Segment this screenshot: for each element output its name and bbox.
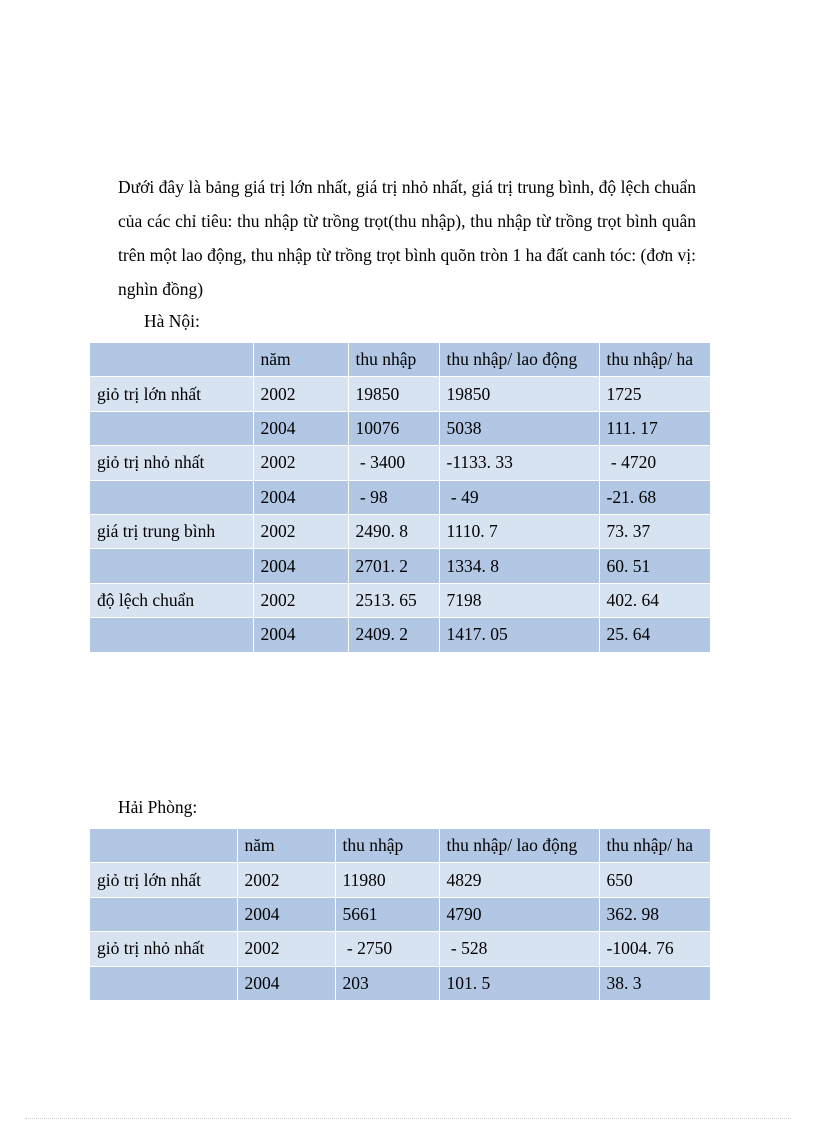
table-header-row [90,829,710,863]
table-cell: 2701. 2 [348,549,439,583]
table-cell: 1334. 8 [439,549,599,583]
intro-line: chuẩn của các chỉ tiêu: thu nhập từ trồng trọt(thu nhập), thu nhập từ trồng [118,177,696,231]
table-row [90,932,710,966]
table-cell [90,618,253,652]
table-row [90,897,710,931]
table-cell: độ lệch chuẩn [90,583,253,617]
intro-line: đất canh tóc: (đơn vị: nghìn đồng) [118,245,696,299]
header-cell: thu nhập/ ha [599,343,710,377]
table-cell: 38. 3 [599,966,710,1000]
header-cell [90,829,237,863]
table-cell [90,966,237,1000]
table-cell: 1725 [599,377,710,411]
table-cell: 11980 [335,863,439,897]
table-cell: giỏ trị nhỏ nhất [90,446,253,480]
table-cell: 19850 [439,377,599,411]
table-header-row [90,343,710,377]
table-row [90,514,710,548]
table-cell: 2004 [253,411,348,445]
haiphong-label: Hải Phòng: [118,797,198,817]
table-cell: 2004 [253,549,348,583]
table-row [90,480,710,514]
table-row [90,618,710,652]
table-cell: 2002 [237,863,335,897]
table-cell: - 528 [439,932,599,966]
table-cell: 1110. 7 [439,514,599,548]
table-cell: 7198 [439,583,599,617]
table-cell: -1133. 33 [439,446,599,480]
table-cell: 73. 37 [599,514,710,548]
table-cell: - 98 [348,480,439,514]
table-cell: giỏ trị lớn nhất [90,863,237,897]
table-cell: 203 [335,966,439,1000]
table-cell: 650 [599,863,710,897]
table-cell [90,480,253,514]
intro-line: Dưới đây là bảng giá trị lớn nhất, giá trị nhỏ nhất, giá trị trung bình, độ lệch [118,177,650,197]
table-cell: 2513. 65 [348,583,439,617]
table-cell [90,549,253,583]
table-cell: 2004 [253,618,348,652]
table-cell: giỏ trị nhỏ nhất [90,932,237,966]
table-cell [90,897,237,931]
header-cell: năm [253,343,348,377]
table-cell: 2002 [237,932,335,966]
table-cell: 2004 [253,480,348,514]
table-cell: - 49 [439,480,599,514]
table-cell: 10076 [348,411,439,445]
table-cell: 362. 98 [599,897,710,931]
haiphong-table [90,829,710,1001]
table-row [90,583,710,617]
header-cell: năm [237,829,335,863]
header-cell: thu nhập/ lao động [439,829,599,863]
table-cell [90,411,253,445]
table-cell: 111. 17 [599,411,710,445]
table-cell: 60. 51 [599,549,710,583]
table-row [90,966,710,1000]
table-cell: giỏ trị lớn nhất [90,377,253,411]
table-row [90,411,710,445]
table-cell: 2002 [253,583,348,617]
table-cell: 2004 [237,897,335,931]
table-cell: 25. 64 [599,618,710,652]
table-row [90,377,710,411]
hanoi-table [90,343,710,653]
table-cell: 4790 [439,897,599,931]
table-cell: 2002 [253,377,348,411]
table-cell: -21. 68 [599,480,710,514]
table-cell: 5038 [439,411,599,445]
table-cell: 2004 [237,966,335,1000]
table-cell: 101. 5 [439,966,599,1000]
table-cell: 4829 [439,863,599,897]
table-cell: 5661 [335,897,439,931]
page-bottom-rule [25,1118,791,1119]
header-cell: thu nhập [335,829,439,863]
table-row [90,863,710,897]
table-cell: 402. 64 [599,583,710,617]
header-cell: thu nhập [348,343,439,377]
table-cell: -1004. 76 [599,932,710,966]
hanoi-label: Hà Nội: [144,311,200,331]
table-cell: - 4720 [599,446,710,480]
table-row [90,549,710,583]
table-row [90,446,710,480]
table-cell: 2002 [253,514,348,548]
table-cell: - 2750 [335,932,439,966]
table-cell: - 3400 [348,446,439,480]
header-cell [90,343,253,377]
header-cell: thu nhập/ lao động [439,343,599,377]
intro-line: trọt bình quân trên một lao động, thu nhập từ trồng trọt bình quõn tròn 1 ha [118,211,696,265]
table-cell: 1417. 05 [439,618,599,652]
intro-paragraph [118,170,696,306]
table-cell: 2409. 2 [348,618,439,652]
table-cell: 2002 [253,446,348,480]
header-cell: thu nhập/ ha [599,829,710,863]
table-cell: giá trị trung bình [90,514,253,548]
table-cell: 2490. 8 [348,514,439,548]
table-cell: 19850 [348,377,439,411]
